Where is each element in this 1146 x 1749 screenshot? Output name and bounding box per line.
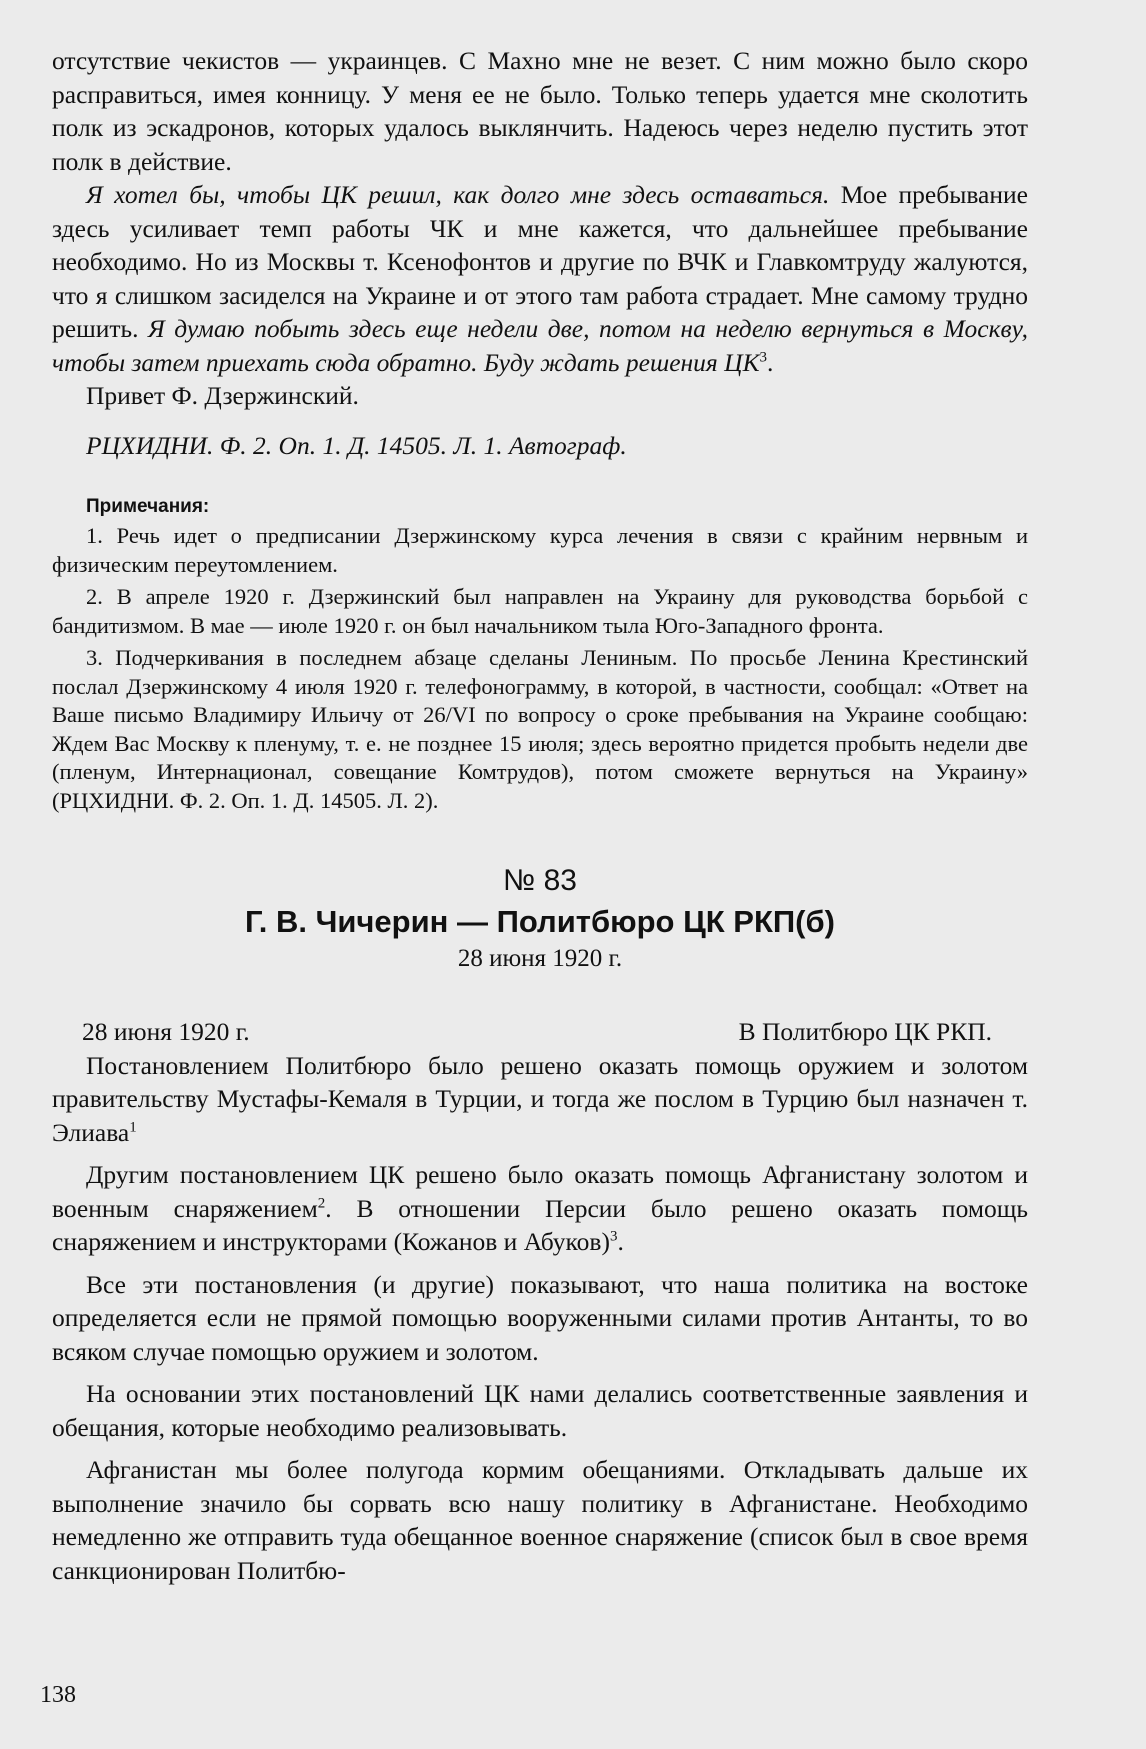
footnote-ref: 3 [759, 349, 768, 365]
notes-heading: Примечания: [86, 496, 210, 517]
document-title: Г. В. Чичерин — Политбюро ЦК РКП(б) [245, 904, 835, 939]
paragraph-text: Мое пребывание здесь усиливает темп работы ЧК и мне кажется, что дальнейшее пребывание необходимо. Но из Москвы т. Ксенофонтов и другие по ВЧК и Главкомтруду жалуются, что я слишком засиделся на Украине и от этого там работа страдает. Мне самому трудно решить. [52, 180, 1028, 343]
footnote-ref: 1 [129, 1119, 137, 1135]
archive-reference: РЦХИДНИ. Ф. 2. Оп. 1. Д. 14505. Л. 1. Автограф. [86, 430, 627, 460]
document-date: 28 июня 1920 г. [457, 945, 623, 972]
paragraph-text: . В отношении Персии было решено оказать помощь снаряжением и инструкторами (Кожанов и Абуков) [52, 1193, 1028, 1256]
footnote-ref: 3 [609, 1228, 618, 1245]
page-number: 138 [40, 1682, 76, 1708]
paragraph-text: Постановлением Политбюро было решено оказать помощь оружием и золотом правительству Мустафы-Кемаля в Турции, и тогда же послом в Турцию был назначен т. Элиава [52, 1050, 1028, 1147]
footnote-ref: 2 [317, 1195, 326, 1211]
body-paragraph: отсутствие чекистов — украинцев. С Махно мне не везет. С ним можно было скоро расправиться, имея конницу. У меня ее не было. Только теперь удается мне сколотить полк из эскадронов, которых удалось выклянчить. Надеюсь через неделю пустить этот полк в действие. [52, 46, 1028, 176]
letter-paragraph [52, 1158, 1028, 1259]
letter-paragraph: На основании этих постановлений ЦК нами делались соответственные заявления и обещания, которые необходимо реализовывать. [52, 1379, 1028, 1442]
letter-header [52, 1015, 1028, 1049]
italic-underlined-phrase: Я думаю побыть здесь еще недели две, потом на неделю вернуться в Москву, чтобы затем приехать сюда обратно. Буду ждать решения ЦК [52, 314, 1028, 377]
note-item: 2. В апреле 1920 г. Дзержинский был направлен на Украину для руководства борьбой с бандитизмом. В мае — июле 1920 г. он был начальником тыла Юго-Западного фронта. [52, 584, 1028, 638]
body-paragraph-ceka-request [52, 178, 1028, 379]
note-item: 1. Речь идет о предписании Дзержинскому курса лечения в связи с крайним нервным и физическим переутомлением. [52, 523, 1028, 577]
italic-underlined-phrase: Я хотел бы, чтобы ЦК решил, как долго мне здесь оставаться. [86, 180, 830, 209]
letter-paragraph: Все эти постановления (и другие) показывают, что наша политика на востоке определяется если не прямой помощью вооруженными силами против Антанты, то во всяком случае помощью оружием и золотом. [52, 1269, 1028, 1366]
document-number: № 83 [503, 864, 577, 897]
document-page [52, 44, 1028, 1587]
greeting-signature: Привет Ф. Дзержинский. [86, 381, 359, 410]
letter-date: 28 июня 1920 г. [82, 1017, 250, 1046]
paragraph-tail: . [767, 347, 774, 377]
letter-addressee: В Политбюро ЦК РКП. [738, 1017, 992, 1046]
note-item: 3. Подчеркивания в последнем абзаце сделаны Лениным. По просьбе Ленина Крестинский послал Дзержинскому 4 июля 1920 г. телефонограмму, в которой, в частности, сообщал: «Ответ на Ваше письмо Владимиру Ильичу от 26/VI по вопросу о сроке пребывания на Украине сообщаю: Ждем Вас Москву к пленуму, т. е. не позднее 15 июля; здесь вероятно придется пробыть недели две (пленум, Интернационал, совещание Комтрудов), потом сможете вернуться на Украину» (РЦХИДНИ. Ф. 2. Оп. 1. Д. 14505. Л. 2). [52, 645, 1028, 813]
letter-paragraph: Афганистан мы более полугода кормим обещаниями. Откладывать дальше их выполнение значило бы сорвать всю нашу политику в Афганистане. Необходимо немедленно же отправить туда обещанное военное снаряжение (список был в свое время санкционирован Политбю- [52, 1455, 1028, 1585]
letter-paragraph [52, 1049, 1028, 1150]
paragraph-text: . [617, 1227, 624, 1256]
paragraph-text: Другим постановлением ЦК решено было оказать помощь Афганистану золотом и военным снаряжением [52, 1160, 1028, 1223]
